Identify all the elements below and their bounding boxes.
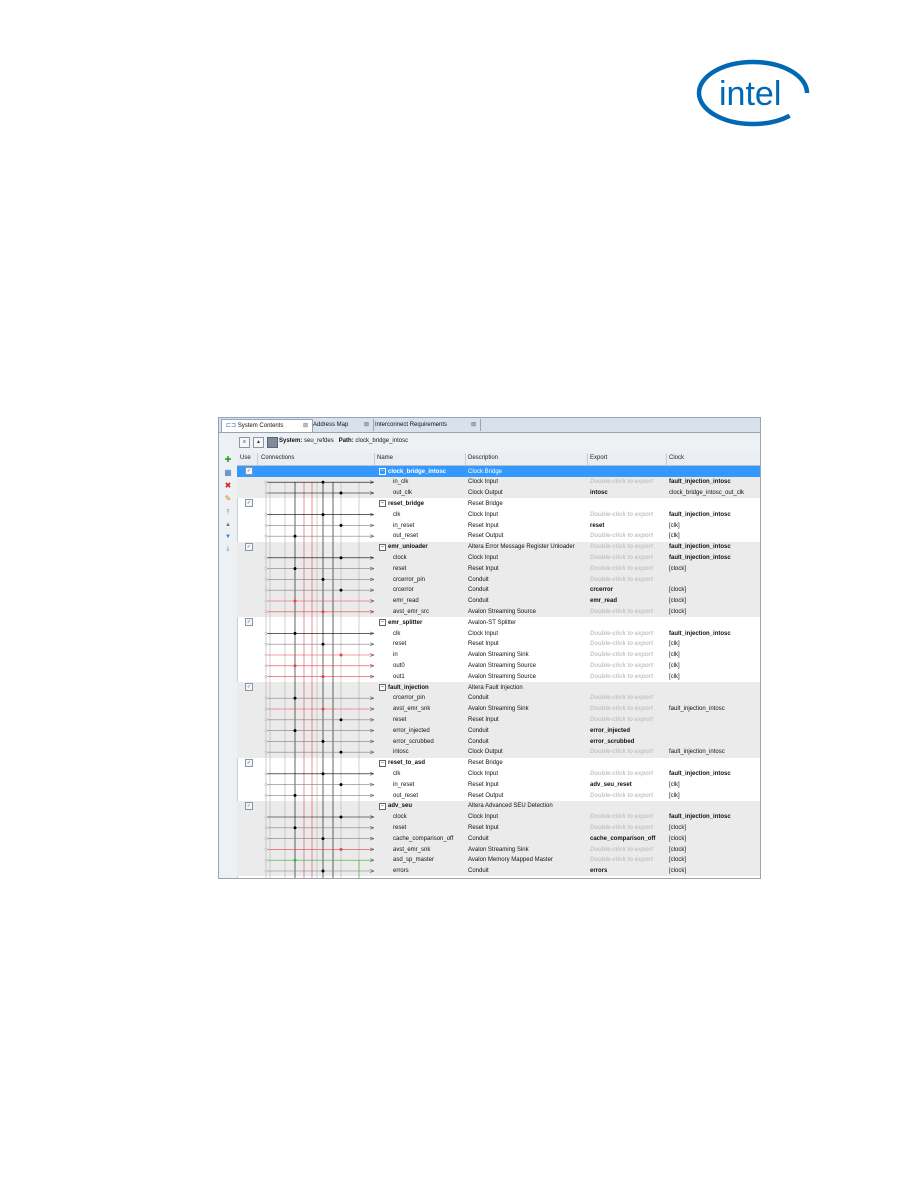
connection-point [265, 514, 267, 516]
description-cell: Reset Output [468, 533, 504, 540]
description-cell: Conduit [468, 576, 489, 583]
description-cell: Altera Fault Injection [468, 684, 523, 691]
connection-point [265, 611, 267, 613]
clock-cell[interactable]: [clock] [669, 835, 687, 842]
clock-cell[interactable]: [clk] [669, 522, 680, 529]
connection-point [265, 632, 267, 634]
name-cell: errors [393, 868, 409, 875]
clock-cell[interactable]: [clk] [669, 533, 680, 540]
export-cell[interactable]: Double-click to export [590, 857, 654, 864]
connection-dot [322, 773, 325, 776]
up-level-button[interactable]: ▲ [253, 437, 264, 448]
clock-cell[interactable]: [clk] [669, 792, 680, 799]
collapse-icon[interactable]: − [379, 760, 386, 767]
connection-point [265, 578, 267, 580]
name-cell: in_clk [393, 479, 409, 486]
connection-dot [294, 729, 297, 732]
clock-cell[interactable]: fault_injection_intosc [669, 544, 731, 551]
system-path: System: seu_refdes Path: clock_bridge_intosc [279, 438, 409, 444]
name-cell: fault_injection [388, 684, 429, 691]
system-contents-icon: ⊏⊐ [226, 423, 237, 429]
name-cell: crcerror_pin [393, 695, 426, 702]
collapse-icon[interactable]: − [379, 619, 386, 626]
clock-cell[interactable]: [clock] [669, 598, 687, 605]
description-cell: Reset Input [468, 781, 499, 788]
connection-point [265, 524, 267, 526]
connection-dot [322, 643, 325, 646]
connection-dot [322, 481, 325, 484]
export-cell[interactable]: Double-click to export [590, 533, 654, 540]
description-cell: Conduit [468, 587, 489, 594]
export-cell[interactable]: Double-click to export [590, 565, 654, 572]
export-cell[interactable]: Double-click to export [590, 608, 654, 615]
name-cell: avst_emr_snk [393, 706, 431, 713]
move-down-icon[interactable]: ▼ [225, 534, 231, 540]
clock-cell[interactable]: fault_injection_intosc [669, 630, 731, 637]
connection-dot [340, 654, 343, 657]
connection-point [265, 557, 267, 559]
clock-cell[interactable]: [clk] [669, 781, 680, 788]
close-icon[interactable]: ⊠ [470, 422, 476, 428]
connection-dot [322, 675, 325, 678]
connection-dot [340, 783, 343, 786]
clock-cell[interactable]: [clk] [669, 662, 680, 669]
connection-dot [294, 697, 297, 700]
connection-point [265, 643, 267, 645]
export-cell[interactable]: reset [590, 522, 605, 529]
connection-dot [340, 751, 343, 754]
name-cell: clk [393, 630, 401, 637]
export-cell[interactable]: emr_read [590, 598, 618, 605]
export-cell[interactable]: Double-click to export [590, 652, 654, 659]
tab-interconnect-requirements[interactable] [371, 419, 481, 431]
name-cell: out_reset [393, 792, 419, 799]
name-cell: reset [393, 716, 407, 723]
export-cell[interactable]: Double-click to export [590, 511, 654, 518]
export-cell[interactable]: errors [590, 868, 608, 875]
description-cell: Clock Output [468, 490, 503, 497]
clock-cell[interactable]: fault_injection_intosc [669, 814, 731, 821]
name-cell: out_clk [393, 490, 413, 497]
header-name[interactable]: Name [377, 455, 394, 461]
connection-dot [322, 870, 325, 873]
group-icon[interactable]: ▦ [224, 468, 232, 477]
description-cell: Altera Error Message Register Unloader [468, 544, 575, 551]
connection-point [265, 665, 267, 667]
connection-point [265, 589, 267, 591]
connection-dot [340, 589, 343, 592]
description-cell: Reset Input [468, 522, 499, 529]
connection-point [265, 492, 267, 494]
connection-dot [322, 837, 325, 840]
clock-cell[interactable]: [clk] [669, 673, 680, 680]
name-cell: emr_unloader [388, 544, 428, 551]
export-cell[interactable]: Double-click to export [590, 576, 654, 583]
description-cell: Clock Input [468, 554, 499, 561]
connection-point [265, 838, 267, 840]
description-cell: Avalon Memory Mapped Master [468, 857, 553, 864]
export-cell[interactable]: Double-click to export [590, 673, 654, 680]
move-bottom-icon[interactable]: ⤓ [226, 546, 230, 552]
description-cell: Avalon-ST Splitter [468, 619, 517, 626]
clock-cell[interactable]: fault_injection_intosc [669, 554, 731, 561]
export-cell[interactable]: Double-click to export [590, 662, 654, 669]
clock-cell[interactable]: fault_injection_intosc [669, 706, 725, 713]
clock-cell[interactable]: fault_injection_intosc [669, 770, 731, 777]
use-checkbox[interactable]: ✓ [246, 802, 252, 809]
platform-designer-window [218, 417, 761, 879]
connection-point [265, 719, 267, 721]
clock-cell[interactable]: [clock] [669, 824, 687, 831]
name-cell: clk [393, 511, 401, 518]
name-cell: clock_bridge_intosc [388, 468, 447, 475]
export-cell[interactable]: Double-click to export [590, 770, 654, 777]
export-cell[interactable]: Double-click to export [590, 824, 654, 831]
header-clock[interactable]: Clock [669, 455, 685, 461]
export-cell[interactable]: crcerror [590, 587, 614, 594]
description-cell: Conduit [468, 598, 489, 605]
name-cell: clk [393, 770, 401, 777]
description-cell: Reset Input [468, 716, 499, 723]
name-cell: clock [393, 814, 407, 821]
description-cell: Clock Input [468, 630, 499, 637]
clock-cell[interactable]: [clk] [669, 641, 680, 648]
description-cell: Reset Input [468, 565, 499, 572]
export-cell[interactable]: intosc [590, 490, 608, 497]
connection-dot [294, 859, 297, 862]
header-use[interactable]: Use [240, 455, 251, 461]
header-description[interactable]: Description [468, 455, 499, 461]
connection-dot [340, 848, 343, 851]
description-cell: Clock Input [468, 814, 499, 821]
connection-point [265, 848, 267, 850]
name-cell: in_reset [393, 781, 415, 788]
export-cell[interactable]: Double-click to export [590, 716, 654, 723]
left-toolbar [219, 453, 238, 878]
name-cell: avst_emr_snk [393, 846, 431, 853]
clock-cell[interactable]: [clock] [669, 587, 687, 594]
connection-point [265, 568, 267, 570]
use-checkbox[interactable]: ✓ [246, 684, 252, 690]
export-cell[interactable]: Double-click to export [590, 479, 654, 486]
name-cell: cache_comparison_off [393, 835, 454, 842]
name-cell: intosc [393, 749, 409, 756]
export-cell[interactable]: cache_comparison_off [590, 835, 656, 842]
name-cell: adv_seu [388, 803, 413, 810]
use-checkbox[interactable]: ✓ [246, 619, 252, 626]
path-bar [219, 433, 760, 454]
collapse-icon[interactable]: − [379, 544, 386, 551]
connection-dot [340, 524, 343, 527]
name-cell: reset [393, 824, 407, 831]
connection-dot [294, 632, 297, 635]
description-cell: Conduit [468, 868, 489, 875]
description-cell: Clock Bridge [468, 468, 503, 475]
close-icon[interactable]: ⊠ [363, 422, 369, 428]
move-up-icon[interactable]: ▲ [225, 522, 231, 528]
description-cell: Clock Input [468, 479, 499, 486]
connection-dot [294, 600, 297, 603]
connection-point [265, 784, 267, 786]
export-cell[interactable]: Double-click to export [590, 695, 654, 702]
tab-label: System Contents [237, 423, 284, 429]
collapse-icon[interactable]: − [379, 468, 386, 475]
tab-bar [219, 418, 760, 433]
description-cell: Clock Input [468, 770, 499, 777]
name-cell: reset_bridge [388, 500, 425, 507]
description-cell: Clock Input [468, 511, 499, 518]
name-cell: crcerror_pin [393, 576, 426, 583]
description-cell: Reset Input [468, 824, 499, 831]
name-cell: crcerror [393, 587, 414, 594]
description-cell: Conduit [468, 738, 489, 745]
connection-point [265, 708, 267, 710]
name-cell: avst_emr_src [393, 608, 430, 615]
connection-dot [294, 827, 297, 830]
clock-cell[interactable]: [clock] [669, 608, 687, 615]
description-cell: Reset Output [468, 792, 504, 799]
intel-logo-text: intel [719, 75, 782, 113]
name-cell: out1 [393, 673, 405, 680]
use-checkbox[interactable]: ✓ [246, 543, 252, 550]
collapse-icon[interactable]: − [379, 803, 386, 810]
connection-dot [294, 535, 297, 538]
use-checkbox[interactable]: ✓ [246, 468, 252, 474]
edit-icon[interactable]: ✎ [224, 494, 232, 503]
hierarchy-button[interactable]: ≡ [239, 437, 250, 448]
clock-cell[interactable]: fault_injection_intosc [669, 511, 731, 518]
export-cell[interactable]: error_scrubbed [590, 738, 635, 745]
clock-cell[interactable]: [clk] [669, 652, 680, 659]
tab-label: Address Map [313, 422, 349, 428]
export-cell[interactable]: Double-click to export [590, 814, 654, 821]
name-cell: out_reset [393, 533, 419, 540]
connection-point [265, 676, 267, 678]
system-icon [267, 437, 278, 448]
export-cell[interactable]: Double-click to export [590, 846, 654, 853]
description-cell: Avalon Streaming Source [468, 673, 536, 680]
column-header [237, 453, 760, 466]
export-cell[interactable]: Double-click to export [590, 792, 654, 799]
move-top-icon[interactable]: ⤒ [226, 510, 230, 516]
clock-cell[interactable]: fault_injection_intosc [669, 749, 725, 756]
connection-point [265, 481, 267, 483]
tab-system-contents[interactable] [221, 419, 313, 432]
export-cell[interactable]: adv_seu_reset [590, 781, 632, 788]
description-cell: Reset Bridge [468, 500, 503, 507]
connection-point [265, 730, 267, 732]
connection-dot [340, 557, 343, 560]
intel-logo [695, 58, 811, 128]
name-cell: reset_to_asd [388, 760, 426, 767]
export-cell[interactable]: error_injected [590, 727, 631, 734]
clock-cell[interactable]: [clock] [669, 846, 687, 853]
connection-point [265, 654, 267, 656]
connection-dot [322, 611, 325, 614]
connection-point [265, 535, 267, 537]
connection-dot [322, 708, 325, 711]
clock-cell[interactable]: clock_bridge_intosc_out_clk [669, 490, 745, 497]
description-cell: Reset Bridge [468, 760, 503, 767]
clock-cell[interactable]: [clock] [669, 565, 687, 572]
export-cell[interactable]: Double-click to export [590, 554, 654, 561]
tab-address-map[interactable] [309, 419, 374, 431]
name-cell: error_scrubbed [393, 738, 434, 745]
remove-icon[interactable]: ✖ [224, 481, 232, 490]
connection-point [265, 751, 267, 753]
description-cell: Conduit [468, 695, 489, 702]
export-cell[interactable]: Double-click to export [590, 706, 654, 713]
name-cell: out0 [393, 662, 405, 669]
name-cell: in [393, 652, 398, 659]
description-cell: Conduit [468, 727, 489, 734]
use-checkbox[interactable]: ✓ [246, 500, 252, 507]
name-cell: emr_read [393, 598, 419, 605]
connection-point [265, 740, 267, 742]
description-cell: Avalon Streaming Sink [468, 652, 529, 659]
connection-dot [322, 578, 325, 581]
connection-dot [340, 492, 343, 495]
export-cell[interactable]: Double-click to export [590, 641, 654, 648]
description-cell: Avalon Streaming Source [468, 662, 536, 669]
collapse-icon[interactable]: − [379, 684, 386, 691]
connection-dot [340, 816, 343, 819]
connection-point [265, 870, 267, 872]
description-cell: Avalon Streaming Sink [468, 846, 529, 853]
clock-cell[interactable]: [clock] [669, 857, 687, 864]
use-checkbox[interactable]: ✓ [246, 759, 252, 766]
connection-dot [294, 567, 297, 570]
tab-label: Interconnect Requirements [375, 422, 448, 428]
connection-dot [340, 719, 343, 722]
connection-dot [322, 513, 325, 516]
name-cell: asd_sp_master [393, 857, 435, 864]
description-cell: Avalon Streaming Sink [468, 706, 529, 713]
connection-point [265, 697, 267, 699]
description-cell: Altera Advanced SEU Detection [468, 803, 553, 810]
close-icon[interactable]: ⊠ [302, 423, 308, 429]
clock-cell[interactable]: [clock] [669, 868, 687, 875]
connection-point [265, 773, 267, 775]
add-icon[interactable]: ✚ [224, 455, 232, 464]
connection-point [265, 816, 267, 818]
export-cell[interactable]: Double-click to export [590, 544, 654, 551]
name-cell: error_injected [393, 727, 430, 734]
header-export[interactable]: Export [590, 455, 608, 461]
name-cell: in_reset [393, 522, 415, 529]
name-cell: reset [393, 565, 407, 572]
description-cell: Conduit [468, 835, 489, 842]
connection-point [265, 859, 267, 861]
description-cell: Reset Input [468, 641, 499, 648]
name-cell: emr_splitter [388, 619, 423, 626]
collapse-icon[interactable]: − [379, 500, 386, 507]
export-cell[interactable]: Double-click to export [590, 630, 654, 637]
description-cell: Clock Output [468, 749, 503, 756]
connection-dot [294, 794, 297, 797]
connections-diagram[interactable] [237, 466, 377, 878]
export-cell[interactable]: Double-click to export [590, 749, 654, 756]
connection-point [265, 827, 267, 829]
connection-dot [322, 740, 325, 743]
name-cell: clock [393, 554, 407, 561]
clock-cell[interactable]: fault_injection_intosc [669, 479, 731, 486]
connection-point [265, 794, 267, 796]
name-cell: reset [393, 641, 407, 648]
header-connections[interactable]: Connections [261, 455, 295, 461]
connection-point [265, 600, 267, 602]
description-cell: Avalon Streaming Source [468, 608, 536, 615]
connection-dot [294, 665, 297, 668]
